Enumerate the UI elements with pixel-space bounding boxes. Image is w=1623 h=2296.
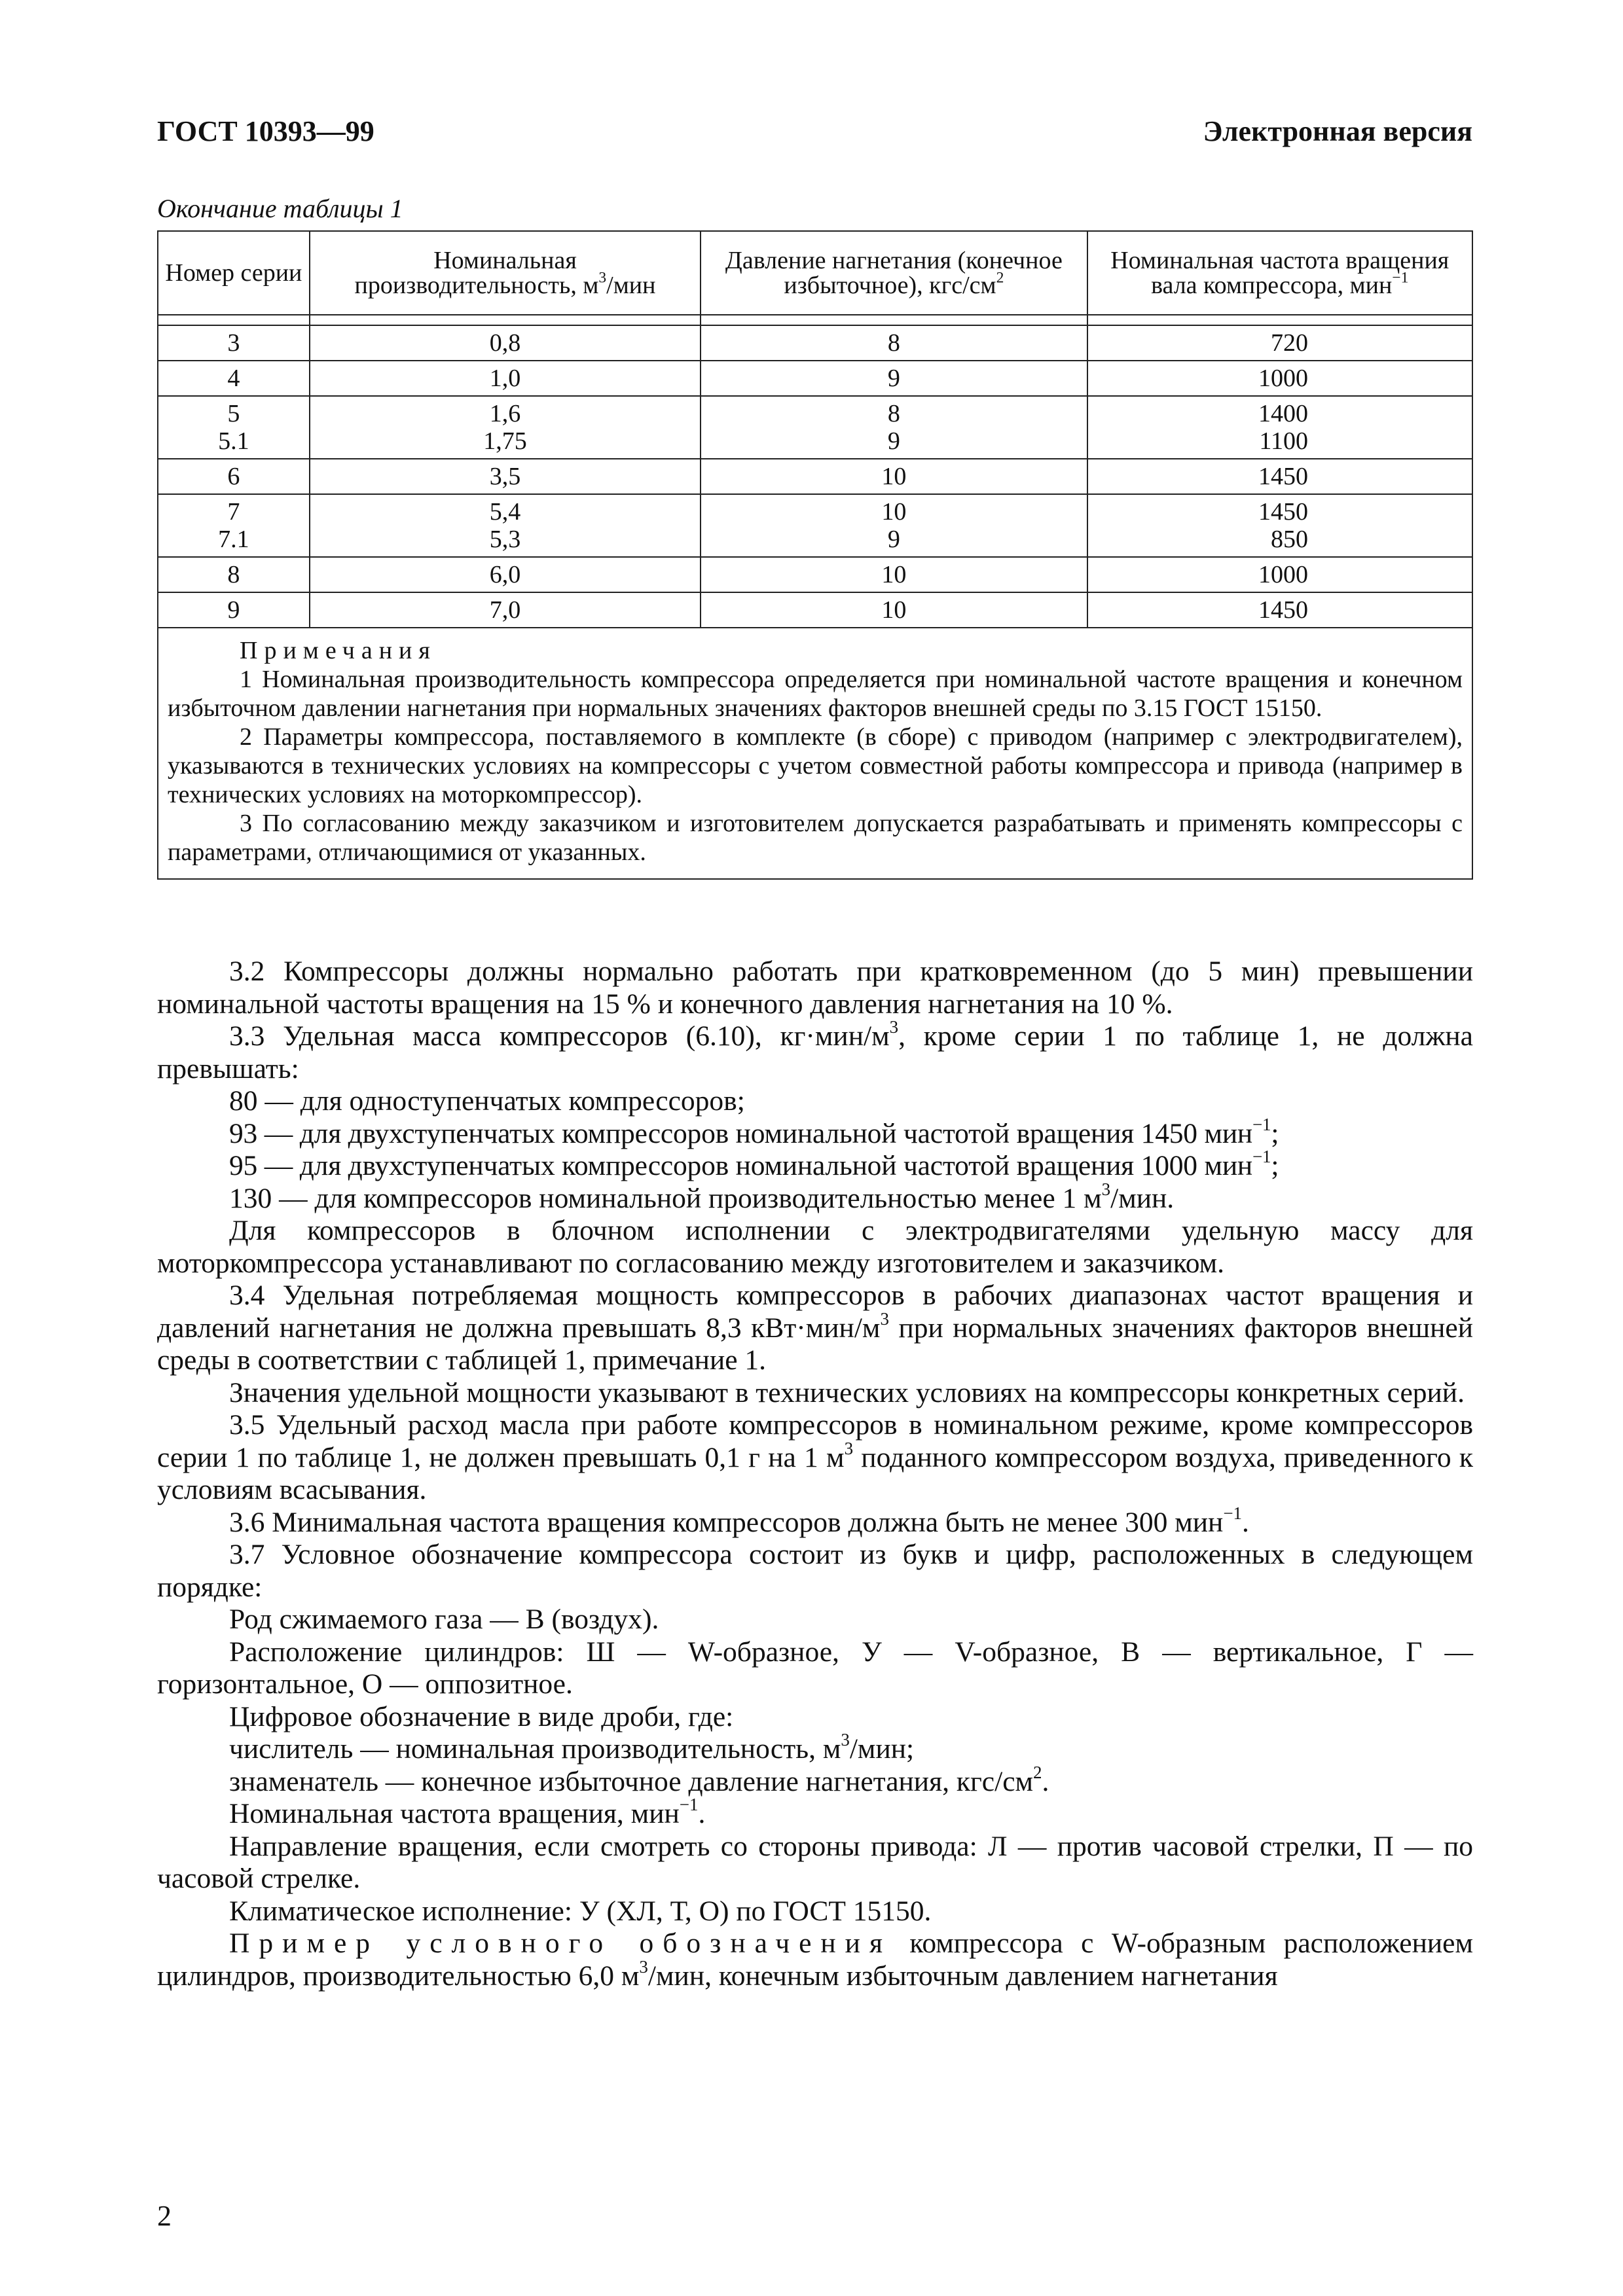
note-2: 2 Параметры компрессора, поставляемого в комплекте (в сборе) с приводом (например с электродвигателем), указываются в технических условиях на компрессоры с учетом совместной работы компрессора и привода (например в технических условиях на моторкомпрессор). [168,723,1463,808]
clause-3-7-item: Расположение цилиндров: Ш — W-образное, У — V-образное, В — вертикальное, Г — горизонтальное, О — оппозитное. [157,1636,1473,1700]
clause-3-5: 3.5 Удельный расход масла при работе компрессоров в номинальном режиме, кроме компрессоров серии 1 по таблице 1, не должен превышать 0,1 г на 1 $м^3$ поданного компрессором воздуха, приведенного к условиям всасывания. [157,1409,1473,1505]
clause-3-7-item: числитель — номинальная производительность, $м^3$/мин; [229,1730,915,1765]
header-capacity: Номинальная производительность, $м^3$/мин [310,231,701,315]
table-caption: Окончание таблицы 1 [157,194,403,223]
table-header-row [158,231,1472,315]
table-row: 7 7.1 5,4 5,3 10 9 1450 850 [158,494,1472,557]
note-3: 3 По согласованию между заказчиком и изготовителем допускается разрабатывать и применять компрессоры с параметрами, отличающимися от указанных. [168,810,1463,866]
clause-3-7-item: Цифровое обозначение в виде дроби, где: [229,1700,734,1732]
clause-3-7-item: Род сжимаемого газа — В (воздух). [229,1604,659,1635]
table-row: 3 0,8 8 720 [158,325,1472,361]
parameters-table [157,230,1473,880]
clause-3-3-item: 80 — для одноступенчатых компрессоров; [229,1085,745,1117]
notes-title: Примечания [240,637,437,664]
clause-3-7-item: Номинальная частота вращения, мин$^{-1}$. [229,1795,706,1829]
header-series-number: Номер серии [158,231,310,315]
clause-3-7-item: знаменатель — конечное избыточное давление нагнетания, кгс/$см^2$. [229,1762,1049,1797]
table-row: 6 3,5 10 1450 [158,459,1472,494]
clause-3-3-item: 95 — для двухступенчатых компрессоров номинальной частотой вращения 1000 мин$^{-1}$; [229,1147,1279,1181]
table-row: 9 7,0 10 1450 [158,592,1472,628]
header-pressure: Давление нагнетания (конечное избыточное), кгс/$см^2$ [701,231,1087,315]
document-id: ГОСТ 10393—99 [157,115,374,147]
clause-3-3: 3.3 Удельная масса компрессоров (6.10), $кг\cdot мин/м^3$, кроме серии 1 по таблице 1, не должна превышать: [157,1017,1473,1085]
note-1: 1 Номинальная производительность компрессора определяется при номинальной частоте вращения и конечном избыточном давлении нагнетания при нормальных значениях факторов внешней среды по 3.15 ГОСТ 15150. [168,666,1463,722]
clause-3-4-note: Значения удельной мощности указывают в технических условиях на компрессоры конкретных серий. [229,1376,1465,1408]
table-notes [158,628,1472,879]
page-number: 2 [157,2200,172,2232]
header-speed: Номинальная частота вращения вала компрессора, мин$^{-1}$ [1087,231,1473,315]
clause-3-3-item: 93 — для двухступенчатых компрессоров номинальной частотой вращения 1450 мин$^{-1}$; [229,1114,1279,1149]
clause-3-3-note: Для компрессоров в блочном исполнении с электродвигателями удельную массу для моторкомпрессора устанавливают по согласованию между изготовителем и заказчиком. [157,1215,1473,1279]
table-row: 5 5.1 1,6 1,75 8 9 1400 1100 [158,396,1472,459]
designation-example: Пример условного обозначения компрессора с W-образным расположением цилиндров, производительностью 6,0 $м^3$/мин, конечным избыточным давлением нагнетания [157,1928,1473,1992]
clause-3-6: 3.6 Минимальная частота вращения компрессоров должна быть не менее 300 мин$^{-1}$. [229,1503,1249,1538]
table-notes-row [158,628,1472,879]
clause-3-7-item: Направление вращения, если смотреть со стороны привода: Л — против часовой стрелки, П — по часовой стрелке. [157,1830,1473,1894]
clause-3-7-item: Климатическое исполнение: У (ХЛ, Т, О) по ГОСТ 15150. [229,1895,932,1927]
edition-label: Электронная версия [1203,115,1472,147]
main-text [157,956,1473,1992]
clause-3-4: 3.4 Удельная потребляемая мощность компрессоров в рабочих диапазонах частот вращения и давлений нагнетания не должна превышать 8,3 $кВт\cdot мин/м^3$ при нормальных значениях факторов внешней среды в соответствии с таблицей 1, примечание 1. [157,1280,1473,1376]
table-row: 4 1,0 9 1000 [158,361,1472,396]
clause-3-2: 3.2 Компрессоры должны нормально работать при кратковременном (до 5 мин) превышении номинальной частоты вращения на 15 % и конечного давления нагнетания на 10 %. [157,956,1473,1020]
clause-3-3-item: 130 — для компрессоров номинальной производительностью менее 1 $м^3$/мин. [229,1179,1175,1214]
table-row: 8 6,0 10 1000 [158,557,1472,592]
clause-3-7: 3.7 Условное обозначение компрессора состоит из букв и цифр, расположенных в следующем порядке: [157,1539,1473,1603]
table-spacer-row [158,315,1472,325]
